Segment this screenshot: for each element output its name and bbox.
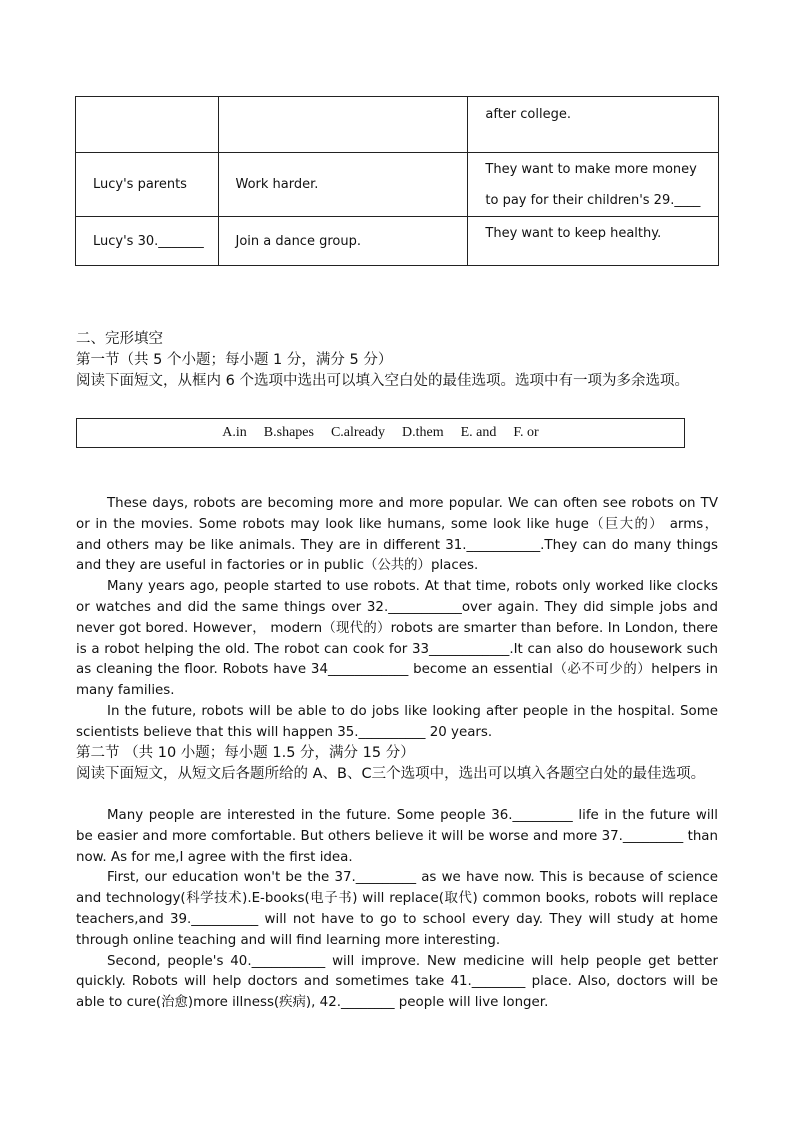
table-cell-who	[76, 97, 219, 153]
table-cell-text: They want to keep healthy.	[485, 226, 662, 241]
passage-paragraph: Second, people's 40.___________ will improve. New medicine will help people get better quickly. Robots will help doctors and sometimes take 41.________ place. Also, doctors will be able to cure(治愈)more illness(疾病), 42.________ people will live longer.	[76, 953, 718, 1011]
option-a: A.in	[222, 425, 247, 440]
option-f: F. or	[513, 425, 539, 440]
table-cell-what: Work harder.	[219, 153, 468, 217]
passage-paragraph: Many years ago, people started to use robots. At that time, robots only worked like clocks or watches and did the same things over 32.___________over again. They did simple jobs and never got bored. However， modern（现代的）robots are smarter than before. In London, there is a robot helping the old. The robot can cook for 33____________.It can also do housework such as cleaning the floor. Robots have 34____________ become an essential（必不可少的）helpers in many families.	[76, 579, 718, 699]
section1-instruction: 阅读下面短文，从框内 6 个选项中选出可以填入空白处的最佳选项。选项中有一项为多余选项。	[76, 373, 689, 389]
option-b: B.shapes	[263, 425, 314, 440]
table-row	[76, 217, 719, 266]
table-cell-why	[468, 97, 719, 153]
table-row	[76, 153, 719, 217]
table-cell-who: Lucy's parents	[76, 153, 219, 217]
table-cell-what: Join a dance group.	[219, 217, 468, 266]
section1-title: 第一节（共 5 个小题；每小题 1 分，满分 5 分）	[76, 352, 393, 368]
options-box	[76, 418, 685, 448]
table-row	[76, 97, 719, 153]
section2-title: 第二节 （共 10 小题；每小题 1.5 分，满分 15 分）	[76, 745, 415, 761]
passage-paragraph: In the future, robots will be able to do jobs like looking after people in the hospital. Some scientists believe that this will happen 35.__________ 20 years.	[76, 703, 718, 740]
part-heading: 二、完形填空	[76, 331, 163, 347]
passage-future	[76, 806, 718, 1014]
table-cell-text: to pay for their children's 29.____	[485, 192, 701, 208]
passage-paragraph: These days, robots are becoming more and more popular. We can often see robots on TV or in the movies. Some robots may look like humans, some look like huge（巨大的） arms， and others may be like animals. They are in different 31.___________.They can do many things and they are useful in factories or in public（公共的）places.	[76, 496, 718, 574]
option-d: D.them	[402, 425, 444, 440]
option-e: E. and	[460, 425, 497, 440]
passage-robots	[76, 494, 718, 744]
table-cell-who: Lucy's 30._______	[76, 217, 219, 266]
table-cell-what	[219, 97, 468, 153]
table-cell-text: after college.	[485, 107, 571, 122]
table-cell-why	[468, 153, 719, 217]
passage-paragraph: First, our education won't be the 37._________ as we have now. This is because of science and technology(科学技术).E-books(电子书) will replace(取代) common books, robots will replace teachers,and 39.__________ will not have to go to school every day. They will study at home through online teaching and will find learning more interesting.	[76, 870, 718, 948]
table-cell-text: They want to make more money	[485, 161, 697, 177]
passage-paragraph: Many people are interested in the future. Some people 36._________ life in the future will be easier and more comfortable. But others believe it will be worse and more 37._________ than now. As for me,I agree with the first idea.	[76, 808, 718, 865]
section2-instruction: 阅读下面短文，从短文后各题所给的 A、B、C三个选项中，选出可以填入各题空白处的最佳选项。	[76, 766, 706, 782]
reading-table	[75, 96, 719, 266]
option-c: C.already	[330, 425, 385, 440]
table-cell-why	[468, 217, 719, 266]
